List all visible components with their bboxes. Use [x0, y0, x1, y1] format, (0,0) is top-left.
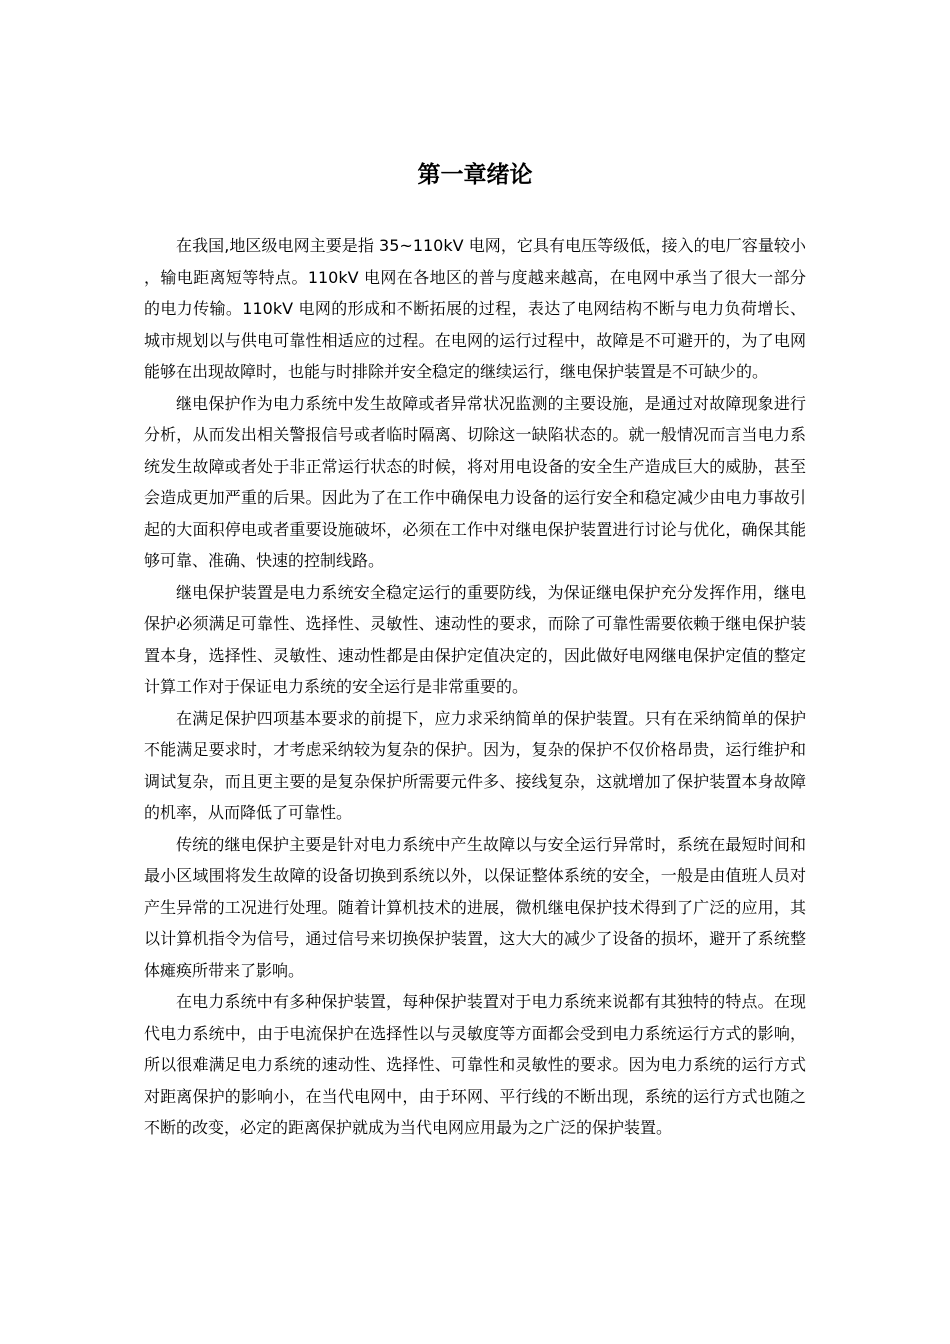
paragraph-3: 继电保护装置是电力系统安全稳定运行的重要防线，为保证继电保护充分发挥作用，继电保护必须满足可靠性、选择性、灵敏性、速动性的要求，而除了可靠性需要依赖于继电保护装置本身，选择性、灵敏性、速动性都是由保护定值决定的，因此做好电网继电保护定值的整定计算工作对于保证电力系统的安全运行是非常重要的。 [144, 582, 806, 696]
body-text [144, 230, 806, 1144]
paragraph-2: 继电保护作为电力系统中发生故障或者异常状况监测的主要设施，是通过对故障现象进行分析，从而发出相关警报信号或者临时隔离、切除这一缺陷状态的。就一般情况而言当电力系统发生故障或者处于非正常运行状态的时候，将对用电设备的安全生产造成巨大的威胁，甚至会造成更加严重的后果。因此为了在工作中确保电力设备的运行安全和稳定减少由电力事故引起的大面积停电或者重要设施破坏，必须在工作中对继电保护装置进行讨论与优化，确保其能够可靠、准确、快速的控制线路。 [144, 393, 806, 570]
paragraph-5: 传统的继电保护主要是针对电力系统中产生故障以与安全运行异常时，系统在最短时间和最小区域围将发生故障的设备切换到系统以外，以保证整体系统的安全，一般是由值班人员对产生异常的工况进行处理。随着计算机技术的进展，微机继电保护技术得到了广泛的应用，其以计算机指令为信号，通过信号来切换保护装置，这大大的减少了设备的损坏，避开了系统整体瘫痪所带来了影响。 [144, 834, 806, 980]
paragraph-4: 在满足保护四项基本要求的前提下，应力求采纳简单的保护装置。只有在采纳简单的保护不能满足要求时，才考虑采纳较为复杂的保护。因为，复杂的保护不仅价格昂贵，运行维护和调试复杂，而且更主要的是复杂保护所需要元件多、接线复杂，这就增加了保护装置本身故障的机率，从而降低了可靠性。 [144, 708, 806, 822]
chapter-title: 第一章绪论 [417, 162, 533, 188]
paragraph-6: 在电力系统中有多种保护装置，每种保护装置对于电力系统来说都有其独特的特点。在现代电力系统中，由于电流保护在选择性以与灵敏度等方面都会受到电力系统运行方式的影响，所以很难满足电力系统的速动性、选择性、可靠性和灵敏性的要求。因为电力系统的运行方式对距离保护的影响小，在当代电网中，由于环网、平行线的不断出现，系统的运行方式也随之不断的改变，必定的距离保护就成为当代电网应用最为之广泛的保护装置。 [144, 992, 806, 1137]
paragraph-1: 在我国,地区级电网主要是指 35~110kV 电网，它具有电压等级低，接入的电厂容量较小，输电距离短等特点。110kV 电网在各地区的普与度越来越高，在电网中承当了很大一部分的电力传输。110kV 电网的形成和不断拓展的过程，表达了电网结构不断与电力负荷增长、城市规划以与供电可靠性相适应的过程。在电网的运行过程中，故障是不可避开的，为了电网能够在出现故障时，也能与时排除并安全稳定的继续运行，继电保护装置是不可缺少的。 [144, 236, 806, 381]
